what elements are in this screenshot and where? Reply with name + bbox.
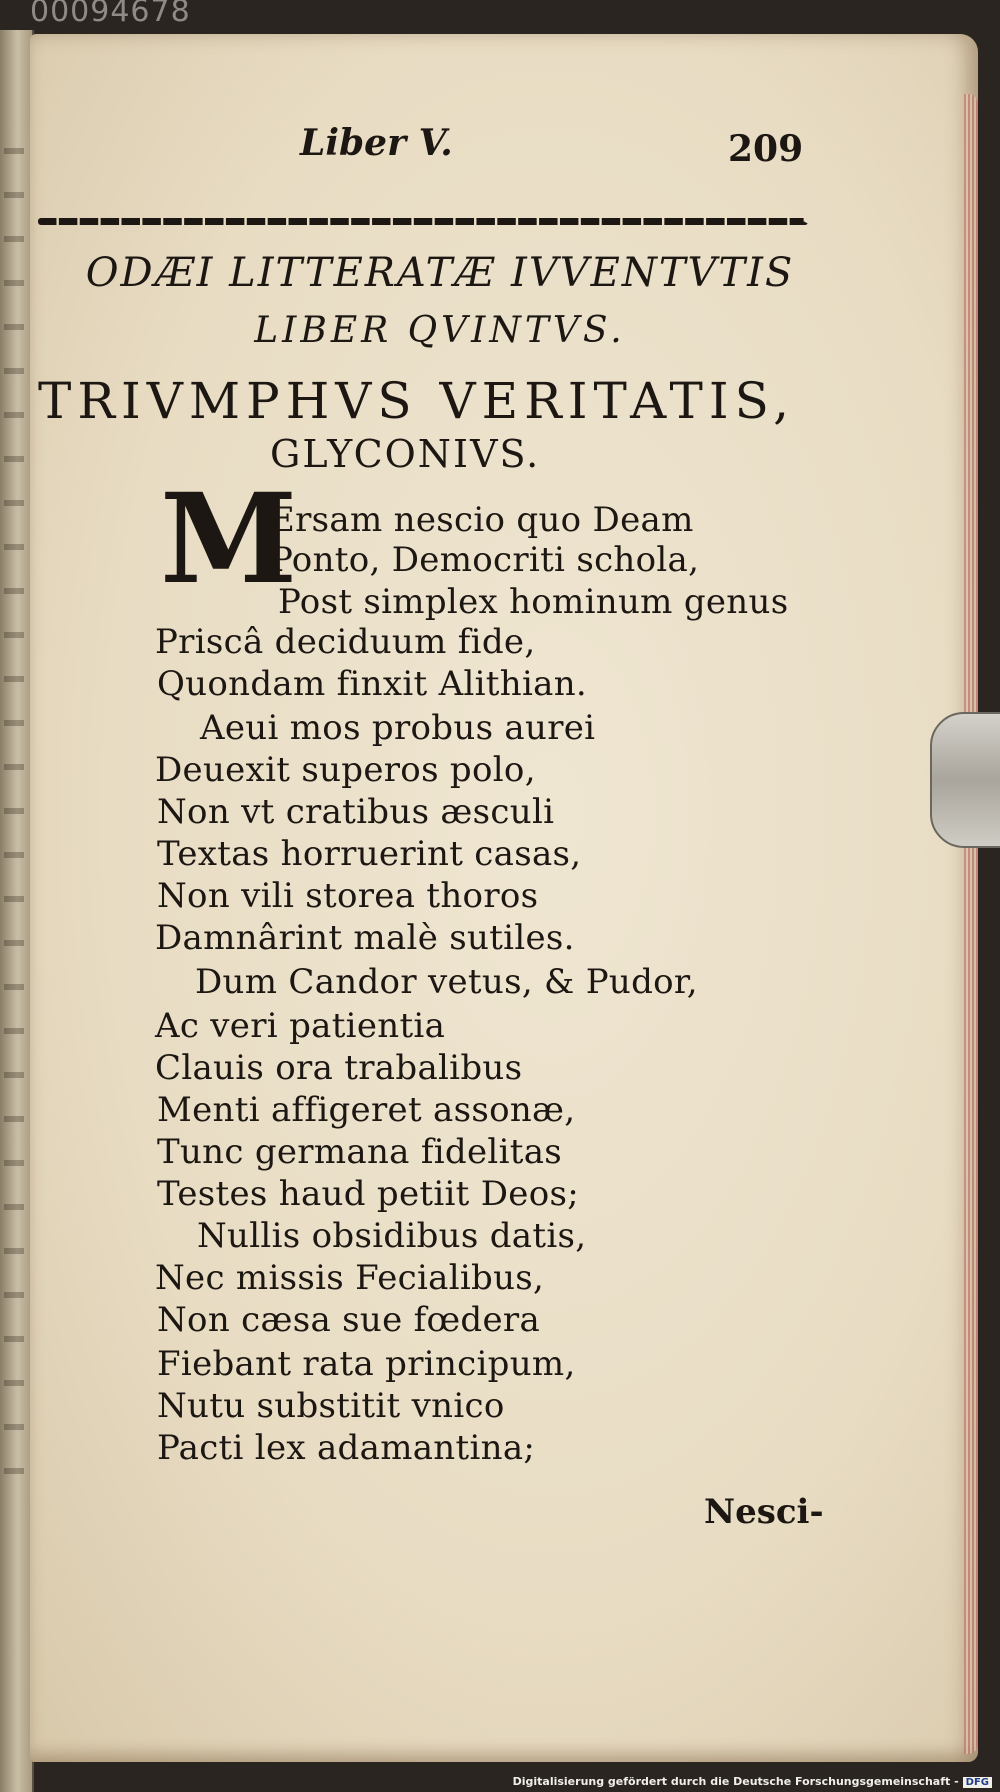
header-rule <box>38 218 808 225</box>
verse-line: Nutu substitit vnico <box>157 1386 505 1426</box>
verse-line: Aeui mos probus aurei <box>200 708 596 748</box>
digitization-credit <box>513 1775 992 1788</box>
verse-line: Nullis obsidibus datis, <box>197 1216 587 1256</box>
verse-line: Textas horruerint casas, <box>157 834 582 874</box>
verse-line: Menti affigeret assonæ, <box>157 1090 576 1130</box>
running-title: Liber V. <box>300 122 453 164</box>
verse-line: Damnârint malè sutiles. <box>155 918 575 958</box>
page-edge-red <box>964 94 978 1754</box>
verse-line: Ponto, Democriti schola, <box>270 540 700 580</box>
verse-line: Quondam finxit Alithian. <box>157 664 588 704</box>
verse-line: Non vt cratibus æsculi <box>157 792 555 832</box>
verse-line: Clauis ora trabalibus <box>155 1048 523 1088</box>
verse-line: Priscâ deciduum fide, <box>155 622 536 662</box>
drop-cap: M <box>160 467 298 612</box>
verse-line: Deuexit superos polo, <box>155 750 536 790</box>
poem-meter: GLYCONIVS. <box>270 432 541 476</box>
dfg-logo: DFG <box>963 1777 992 1788</box>
verse-line: Non vili storea thoros <box>157 876 539 916</box>
verse-line: Nec missis Fecialibus, <box>155 1258 545 1298</box>
catchword: Nesci- <box>704 1492 824 1532</box>
verse-line: Testes haud petiit Deos; <box>157 1174 580 1214</box>
verse-line: Ac veri patientia <box>155 1006 446 1046</box>
verse-line: Post simplex hominum genus <box>278 582 789 622</box>
book-clasp <box>930 712 1000 848</box>
verse-line: Pacti lex adamantina; <box>157 1428 536 1468</box>
book-heading: ODÆI LITTERATÆ IVVENTVTIS <box>85 250 795 296</box>
poem-title: TRIVMPHVS VERITATIS, <box>38 372 796 430</box>
verse-line: Dum Candor vetus, & Pudor, <box>195 962 698 1002</box>
credit-text: Digitalisierung gefördert durch die Deutsche Forschungsgemeinschaft - <box>512 1775 959 1788</box>
shelfmark-number: 00094678 <box>30 0 191 29</box>
book-subheading: LIBER QVINTVS. <box>254 310 626 351</box>
verse-line: Non cæsa sue fœdera <box>157 1300 541 1340</box>
verse-line: Ersam nescio quo Deam <box>270 500 694 540</box>
verse-line: Tunc germana fidelitas <box>157 1132 563 1172</box>
page-number: 209 <box>728 128 804 170</box>
verse-line: Fiebant rata principum, <box>157 1344 576 1384</box>
